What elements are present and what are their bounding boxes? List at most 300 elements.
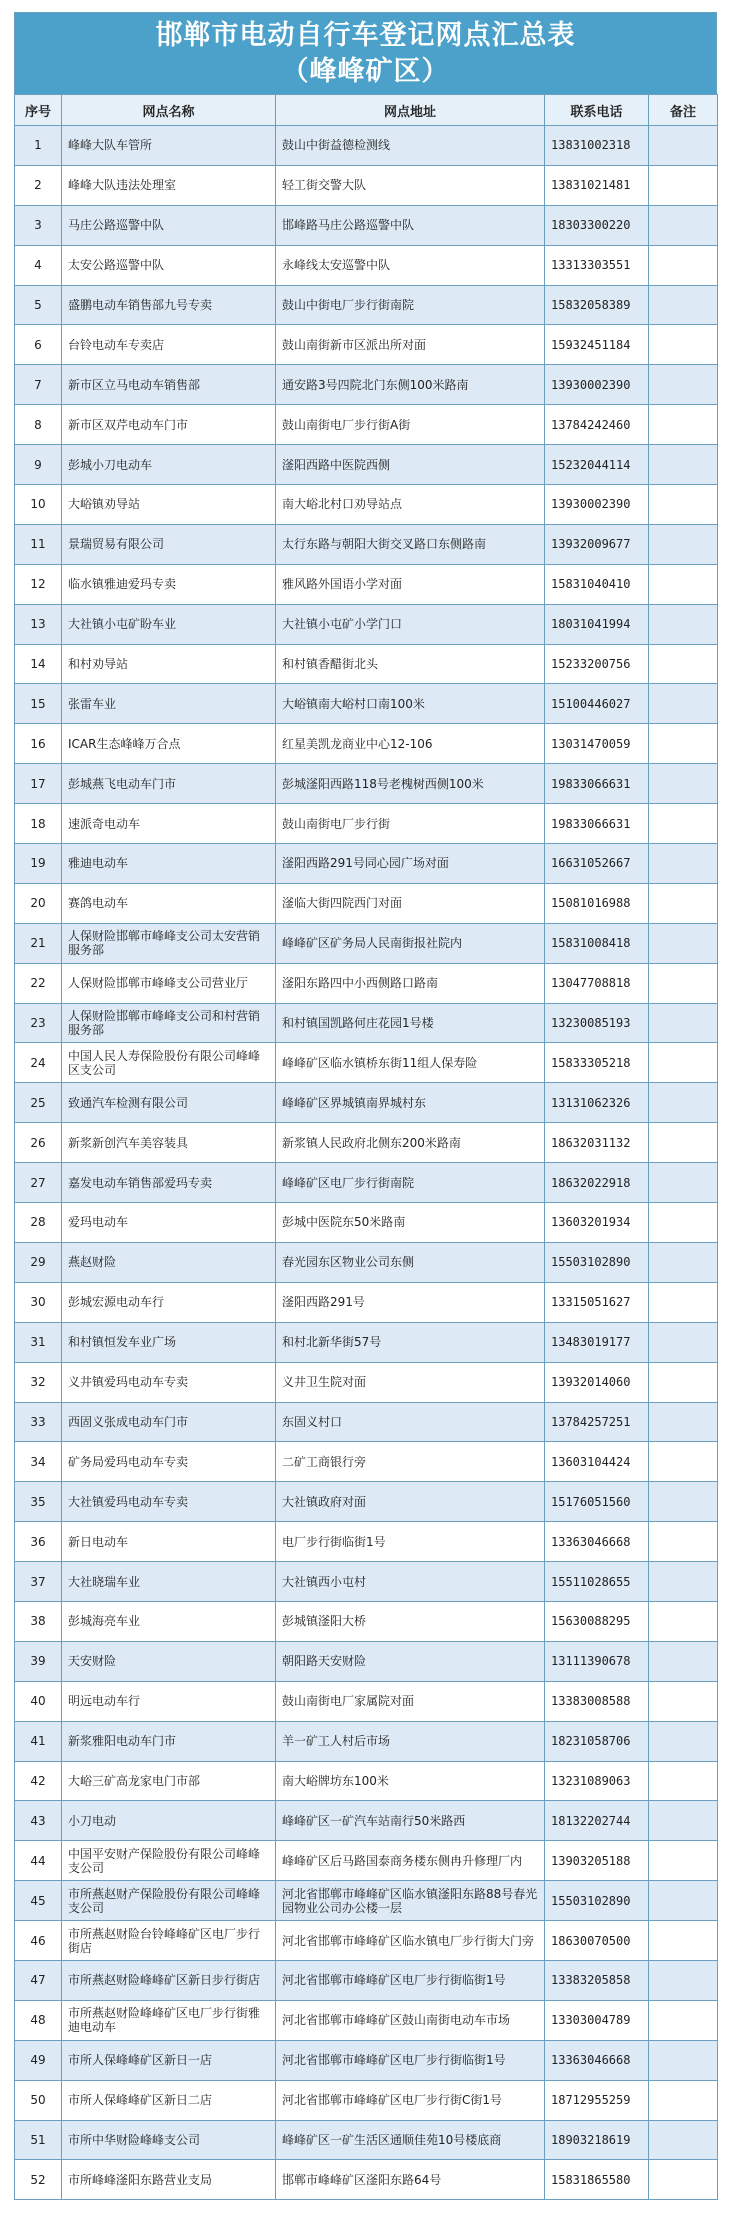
cell-number: 6 bbox=[15, 325, 62, 365]
cell-note bbox=[649, 1881, 718, 1921]
cell-number: 13 bbox=[15, 604, 62, 644]
table-row bbox=[15, 2160, 718, 2200]
cell-note bbox=[649, 245, 718, 285]
table-row bbox=[15, 1881, 718, 1921]
cell-number: 40 bbox=[15, 1681, 62, 1721]
cell-point-name: 嘉发电动车销售部爱玛专卖 bbox=[62, 1163, 276, 1203]
cell-phone: 13363046668 bbox=[545, 2040, 649, 2080]
table-row bbox=[15, 1083, 718, 1123]
table-row bbox=[15, 325, 718, 365]
cell-number: 25 bbox=[15, 1083, 62, 1123]
cell-address: 河北省邯郸市峰峰矿区鼓山南街电动车市场 bbox=[276, 2000, 545, 2040]
cell-address: 羊一矿工人村后市场 bbox=[276, 1721, 545, 1761]
cell-note bbox=[649, 1761, 718, 1801]
cell-note bbox=[649, 2120, 718, 2160]
cell-phone: 15831040410 bbox=[545, 564, 649, 604]
cell-phone: 15233200756 bbox=[545, 644, 649, 684]
cell-phone: 13111390678 bbox=[545, 1641, 649, 1681]
table-subtitle: （峰峰矿区） bbox=[281, 55, 450, 87]
cell-note bbox=[649, 1322, 718, 1362]
cell-point-name: 大峪镇劝导站 bbox=[62, 485, 276, 525]
cell-phone: 18632022918 bbox=[545, 1163, 649, 1203]
cell-address: 义井卫生院对面 bbox=[276, 1362, 545, 1402]
cell-number: 10 bbox=[15, 485, 62, 525]
cell-phone: 15232044114 bbox=[545, 445, 649, 485]
cell-point-name: 马庄公路巡警中队 bbox=[62, 205, 276, 245]
cell-address: 邯郸市峰峰矿区滏阳东路64号 bbox=[276, 2160, 545, 2200]
cell-note bbox=[649, 1282, 718, 1322]
cell-address: 滏阳西路291号同心园广场对面 bbox=[276, 844, 545, 884]
table-row bbox=[15, 1203, 718, 1243]
cell-point-name: 爱玛电动车 bbox=[62, 1203, 276, 1243]
cell-note bbox=[649, 1641, 718, 1681]
cell-address: 大峪镇南大峪村口南100米 bbox=[276, 684, 545, 724]
table-row bbox=[15, 365, 718, 405]
cell-phone: 15100446027 bbox=[545, 684, 649, 724]
cell-note bbox=[649, 1482, 718, 1522]
cell-point-name: 市所燕赵财险峰峰矿区新日步行街店 bbox=[62, 1960, 276, 2000]
table-row bbox=[15, 1003, 718, 1043]
cell-phone: 18031041994 bbox=[545, 604, 649, 644]
cell-phone: 15833305218 bbox=[545, 1043, 649, 1083]
cell-point-name: 燕赵财险 bbox=[62, 1242, 276, 1282]
cell-address: 滏阳西路291号 bbox=[276, 1282, 545, 1322]
table-row bbox=[15, 126, 718, 166]
cell-number: 38 bbox=[15, 1601, 62, 1641]
table-row bbox=[15, 644, 718, 684]
table-row bbox=[15, 1921, 718, 1961]
cell-address: 和村北新华街57号 bbox=[276, 1322, 545, 1362]
cell-point-name: 市所人保峰峰矿区新日二店 bbox=[62, 2080, 276, 2120]
cell-number: 20 bbox=[15, 883, 62, 923]
cell-point-name: 市所峰峰滏阳东路营业支局 bbox=[62, 2160, 276, 2200]
cell-address: 峰峰矿区矿务局人民南街报社院内 bbox=[276, 923, 545, 963]
cell-phone: 15831008418 bbox=[545, 923, 649, 963]
table-row bbox=[15, 1522, 718, 1562]
cell-note bbox=[649, 1721, 718, 1761]
table-row bbox=[15, 245, 718, 285]
cell-address: 滏临大街四院西门对面 bbox=[276, 883, 545, 923]
table-row bbox=[15, 1322, 718, 1362]
table-row bbox=[15, 1601, 718, 1641]
cell-point-name: 台铃电动车专卖店 bbox=[62, 325, 276, 365]
cell-point-name: 和村镇恒发车业广场 bbox=[62, 1322, 276, 1362]
cell-note bbox=[649, 1163, 718, 1203]
cell-note bbox=[649, 1442, 718, 1482]
cell-number: 4 bbox=[15, 245, 62, 285]
cell-address: 大社镇政府对面 bbox=[276, 1482, 545, 1522]
cell-note bbox=[649, 1203, 718, 1243]
cell-number: 31 bbox=[15, 1322, 62, 1362]
cell-address: 雅风路外国语小学对面 bbox=[276, 564, 545, 604]
cell-note bbox=[649, 883, 718, 923]
cell-point-name: 中国人民人寿保险股份有限公司峰峰区支公司 bbox=[62, 1043, 276, 1083]
cell-phone: 13383205858 bbox=[545, 1960, 649, 2000]
cell-point-name: 市所燕赵财险峰峰矿区电厂步行街雅迪电动车 bbox=[62, 2000, 276, 2040]
cell-point-name: 雅迪电动车 bbox=[62, 844, 276, 884]
cell-address: 红星美凯龙商业中心12-106 bbox=[276, 724, 545, 764]
cell-note bbox=[649, 2000, 718, 2040]
table-row bbox=[15, 564, 718, 604]
cell-number: 52 bbox=[15, 2160, 62, 2200]
table-row bbox=[15, 2120, 718, 2160]
cell-number: 49 bbox=[15, 2040, 62, 2080]
cell-point-name: 明远电动车行 bbox=[62, 1681, 276, 1721]
cell-number: 12 bbox=[15, 564, 62, 604]
cell-point-name: 景瑞贸易有限公司 bbox=[62, 524, 276, 564]
cell-point-name: 张雷车业 bbox=[62, 684, 276, 724]
cell-phone: 13131062326 bbox=[545, 1083, 649, 1123]
cell-address: 峰峰矿区后马路国泰商务楼东侧冉升修理厂内 bbox=[276, 1841, 545, 1881]
cell-note bbox=[649, 165, 718, 205]
cell-number: 15 bbox=[15, 684, 62, 724]
cell-phone: 15630088295 bbox=[545, 1601, 649, 1641]
cell-number: 41 bbox=[15, 1721, 62, 1761]
table-row bbox=[15, 684, 718, 724]
cell-point-name: 市所中华财险峰峰支公司 bbox=[62, 2120, 276, 2160]
cell-note bbox=[649, 1123, 718, 1163]
table-title-banner bbox=[14, 12, 717, 94]
column-header-phone: 联系电话 bbox=[545, 95, 649, 126]
cell-phone: 18632031132 bbox=[545, 1123, 649, 1163]
cell-address: 电厂步行街临街1号 bbox=[276, 1522, 545, 1562]
cell-address: 鼓山南街电厂家属院对面 bbox=[276, 1681, 545, 1721]
cell-phone: 13603104424 bbox=[545, 1442, 649, 1482]
table-row bbox=[15, 1721, 718, 1761]
cell-note bbox=[649, 1043, 718, 1083]
cell-address: 南大峪牌坊东100米 bbox=[276, 1761, 545, 1801]
table-row bbox=[15, 1641, 718, 1681]
cell-phone: 13483019177 bbox=[545, 1322, 649, 1362]
table-row bbox=[15, 1841, 718, 1881]
cell-address: 大社镇小屯矿小学门口 bbox=[276, 604, 545, 644]
cell-phone: 13784257251 bbox=[545, 1402, 649, 1442]
table-row bbox=[15, 844, 718, 884]
cell-address: 大社镇西小屯村 bbox=[276, 1562, 545, 1602]
cell-phone: 15831865580 bbox=[545, 2160, 649, 2200]
cell-point-name: 彭城燕飞电动车门市 bbox=[62, 764, 276, 804]
cell-number: 50 bbox=[15, 2080, 62, 2120]
cell-number: 19 bbox=[15, 844, 62, 884]
cell-note bbox=[649, 1242, 718, 1282]
cell-point-name: 赛鸽电动车 bbox=[62, 883, 276, 923]
table-row bbox=[15, 1761, 718, 1801]
cell-point-name: 市所燕赵财产保险股份有限公司峰峰支公司 bbox=[62, 1881, 276, 1921]
cell-note bbox=[649, 1522, 718, 1562]
cell-number: 3 bbox=[15, 205, 62, 245]
cell-note bbox=[649, 724, 718, 764]
cell-note bbox=[649, 604, 718, 644]
cell-point-name: 新日电动车 bbox=[62, 1522, 276, 1562]
cell-number: 1 bbox=[15, 126, 62, 166]
cell-note bbox=[649, 1681, 718, 1721]
table-row bbox=[15, 1242, 718, 1282]
table-row bbox=[15, 1442, 718, 1482]
cell-phone: 15503102890 bbox=[545, 1881, 649, 1921]
cell-note bbox=[649, 325, 718, 365]
cell-phone: 13303004789 bbox=[545, 2000, 649, 2040]
cell-note bbox=[649, 564, 718, 604]
cell-number: 33 bbox=[15, 1402, 62, 1442]
cell-note bbox=[649, 285, 718, 325]
cell-phone: 13313303551 bbox=[545, 245, 649, 285]
cell-phone: 13383008588 bbox=[545, 1681, 649, 1721]
cell-number: 8 bbox=[15, 405, 62, 445]
cell-phone: 13603201934 bbox=[545, 1203, 649, 1243]
cell-phone: 13230085193 bbox=[545, 1003, 649, 1043]
cell-point-name: 盛鹏电动车销售部九号专卖 bbox=[62, 285, 276, 325]
cell-number: 14 bbox=[15, 644, 62, 684]
cell-phone: 16631052667 bbox=[545, 844, 649, 884]
table-row bbox=[15, 1123, 718, 1163]
cell-address: 通安路3号四院北门东侧100米路南 bbox=[276, 365, 545, 405]
table-row bbox=[15, 1402, 718, 1442]
column-header-address: 网点地址 bbox=[276, 95, 545, 126]
cell-phone: 13903205188 bbox=[545, 1841, 649, 1881]
cell-number: 36 bbox=[15, 1522, 62, 1562]
cell-number: 16 bbox=[15, 724, 62, 764]
cell-phone: 18303300220 bbox=[545, 205, 649, 245]
cell-address: 太行东路与朝阳大街交叉路口东侧路南 bbox=[276, 524, 545, 564]
table-row bbox=[15, 1043, 718, 1083]
table-row bbox=[15, 1960, 718, 2000]
cell-number: 37 bbox=[15, 1562, 62, 1602]
cell-number: 2 bbox=[15, 165, 62, 205]
cell-note bbox=[649, 804, 718, 844]
table-row bbox=[15, 963, 718, 1003]
cell-number: 45 bbox=[15, 1881, 62, 1921]
cell-address: 鼓山中街益德检测线 bbox=[276, 126, 545, 166]
cell-phone: 15503102890 bbox=[545, 1242, 649, 1282]
cell-number: 28 bbox=[15, 1203, 62, 1243]
cell-phone: 13231089063 bbox=[545, 1761, 649, 1801]
cell-point-name: 新市区双芹电动车门市 bbox=[62, 405, 276, 445]
table-row bbox=[15, 285, 718, 325]
cell-point-name: 致通汽车检测有限公司 bbox=[62, 1083, 276, 1123]
cell-address: 新浆镇人民政府北侧东200米路南 bbox=[276, 1123, 545, 1163]
cell-number: 30 bbox=[15, 1282, 62, 1322]
cell-point-name: 大社镇爱玛电动车专卖 bbox=[62, 1482, 276, 1522]
cell-number: 7 bbox=[15, 365, 62, 405]
cell-note bbox=[649, 1601, 718, 1641]
cell-point-name: 大峪三矿高龙家电门市部 bbox=[62, 1761, 276, 1801]
cell-address: 鼓山南街电厂步行街 bbox=[276, 804, 545, 844]
cell-point-name: ICAR生态峰峰万合点 bbox=[62, 724, 276, 764]
cell-number: 18 bbox=[15, 804, 62, 844]
cell-note bbox=[649, 644, 718, 684]
table-row bbox=[15, 1681, 718, 1721]
cell-phone: 15511028655 bbox=[545, 1562, 649, 1602]
cell-note bbox=[649, 365, 718, 405]
cell-number: 9 bbox=[15, 445, 62, 485]
cell-phone: 13363046668 bbox=[545, 1522, 649, 1562]
cell-number: 51 bbox=[15, 2120, 62, 2160]
cell-address: 邯峰路马庄公路巡警中队 bbox=[276, 205, 545, 245]
cell-number: 21 bbox=[15, 923, 62, 963]
cell-point-name: 人保财险邯郸市峰峰支公司太安营销服务部 bbox=[62, 923, 276, 963]
table-row bbox=[15, 2000, 718, 2040]
cell-note bbox=[649, 1841, 718, 1881]
cell-address: 彭城滏阳西路118号老槐树西侧100米 bbox=[276, 764, 545, 804]
cell-address: 永峰线太安巡警中队 bbox=[276, 245, 545, 285]
cell-note bbox=[649, 1003, 718, 1043]
table-row bbox=[15, 524, 718, 564]
cell-note bbox=[649, 2160, 718, 2200]
cell-address: 河北省邯郸市峰峰矿区电厂步行街临街1号 bbox=[276, 1960, 545, 2000]
cell-address: 河北省邯郸市峰峰矿区临水镇滏阳东路88号春光园物业公司办公楼一层 bbox=[276, 1881, 545, 1921]
cell-number: 43 bbox=[15, 1801, 62, 1841]
cell-address: 河北省邯郸市峰峰矿区电厂步行街C街1号 bbox=[276, 2080, 545, 2120]
cell-phone: 13932009677 bbox=[545, 524, 649, 564]
cell-address: 峰峰矿区临水镇桥东街11组人保寿险 bbox=[276, 1043, 545, 1083]
cell-number: 26 bbox=[15, 1123, 62, 1163]
cell-number: 32 bbox=[15, 1362, 62, 1402]
cell-address: 和村镇香醋街北头 bbox=[276, 644, 545, 684]
cell-phone: 13930002390 bbox=[545, 365, 649, 405]
table-row bbox=[15, 2040, 718, 2080]
cell-note bbox=[649, 1083, 718, 1123]
cell-point-name: 太安公路巡警中队 bbox=[62, 245, 276, 285]
cell-note bbox=[649, 764, 718, 804]
table-row bbox=[15, 883, 718, 923]
cell-note bbox=[649, 205, 718, 245]
cell-phone: 15832058389 bbox=[545, 285, 649, 325]
cell-note bbox=[649, 1402, 718, 1442]
cell-number: 11 bbox=[15, 524, 62, 564]
cell-number: 48 bbox=[15, 2000, 62, 2040]
cell-point-name: 市所燕赵财险台铃峰峰矿区电厂步行街店 bbox=[62, 1921, 276, 1961]
cell-note bbox=[649, 844, 718, 884]
cell-point-name: 新市区立马电动车销售部 bbox=[62, 365, 276, 405]
table-header-row bbox=[15, 95, 718, 126]
table-row bbox=[15, 1482, 718, 1522]
cell-point-name: 天安财险 bbox=[62, 1641, 276, 1681]
cell-number: 24 bbox=[15, 1043, 62, 1083]
cell-number: 46 bbox=[15, 1921, 62, 1961]
cell-address: 鼓山中街电厂步行街南院 bbox=[276, 285, 545, 325]
table-row bbox=[15, 205, 718, 245]
cell-address: 朝阳路天安财险 bbox=[276, 1641, 545, 1681]
cell-phone: 18132202744 bbox=[545, 1801, 649, 1841]
table-row bbox=[15, 1801, 718, 1841]
cell-point-name: 彭城宏源电动车行 bbox=[62, 1282, 276, 1322]
table-row bbox=[15, 724, 718, 764]
table-row bbox=[15, 1282, 718, 1322]
cell-address: 二矿工商银行旁 bbox=[276, 1442, 545, 1482]
cell-number: 22 bbox=[15, 963, 62, 1003]
cell-point-name: 峰峰大队车管所 bbox=[62, 126, 276, 166]
cell-point-name: 速派奇电动车 bbox=[62, 804, 276, 844]
cell-note bbox=[649, 524, 718, 564]
cell-point-name: 彭城海亮车业 bbox=[62, 1601, 276, 1641]
cell-address: 彭城中医院东50米路南 bbox=[276, 1203, 545, 1243]
cell-phone: 15176051560 bbox=[545, 1482, 649, 1522]
cell-phone: 18903218619 bbox=[545, 2120, 649, 2160]
cell-note bbox=[649, 2040, 718, 2080]
cell-point-name: 中国平安财产保险股份有限公司峰峰支公司 bbox=[62, 1841, 276, 1881]
cell-phone: 18712955259 bbox=[545, 2080, 649, 2120]
cell-point-name: 矿务局爱玛电动车专卖 bbox=[62, 1442, 276, 1482]
cell-number: 35 bbox=[15, 1482, 62, 1522]
cell-address: 彭城镇滏阳大桥 bbox=[276, 1601, 545, 1641]
cell-address: 滏阳西路中医院西侧 bbox=[276, 445, 545, 485]
cell-number: 47 bbox=[15, 1960, 62, 2000]
table-row bbox=[15, 923, 718, 963]
cell-note bbox=[649, 405, 718, 445]
cell-point-name: 临水镇雅迪爱玛专卖 bbox=[62, 564, 276, 604]
cell-address: 峰峰矿区一矿汽车站南行50米路西 bbox=[276, 1801, 545, 1841]
cell-address: 春光园东区物业公司东侧 bbox=[276, 1242, 545, 1282]
table-row bbox=[15, 1562, 718, 1602]
table-body bbox=[15, 126, 718, 2200]
cell-address: 鼓山南街新市区派出所对面 bbox=[276, 325, 545, 365]
cell-address: 河北省邯郸市峰峰矿区临水镇电厂步行街大门旁 bbox=[276, 1921, 545, 1961]
cell-address: 峰峰矿区界城镇南界城村东 bbox=[276, 1083, 545, 1123]
cell-number: 27 bbox=[15, 1163, 62, 1203]
cell-note bbox=[649, 2080, 718, 2120]
cell-number: 17 bbox=[15, 764, 62, 804]
table-row bbox=[15, 1362, 718, 1402]
cell-phone: 13831021481 bbox=[545, 165, 649, 205]
cell-address: 东固义村口 bbox=[276, 1402, 545, 1442]
table-row bbox=[15, 445, 718, 485]
cell-number: 42 bbox=[15, 1761, 62, 1801]
cell-address: 鼓山南街电厂步行街A街 bbox=[276, 405, 545, 445]
cell-number: 34 bbox=[15, 1442, 62, 1482]
cell-point-name: 彭城小刀电动车 bbox=[62, 445, 276, 485]
table-row bbox=[15, 764, 718, 804]
cell-address: 河北省邯郸市峰峰矿区电厂步行街临街1号 bbox=[276, 2040, 545, 2080]
cell-point-name: 大社晓瑞车业 bbox=[62, 1562, 276, 1602]
cell-phone: 13315051627 bbox=[545, 1282, 649, 1322]
table-row bbox=[15, 804, 718, 844]
cell-point-name: 峰峰大队违法处理室 bbox=[62, 165, 276, 205]
cell-note bbox=[649, 1362, 718, 1402]
cell-point-name: 和村劝导站 bbox=[62, 644, 276, 684]
cell-note bbox=[649, 1921, 718, 1961]
registration-points-table bbox=[14, 94, 718, 2200]
cell-phone: 15081016988 bbox=[545, 883, 649, 923]
cell-phone: 13831002318 bbox=[545, 126, 649, 166]
cell-point-name: 新浆新创汽车美容装具 bbox=[62, 1123, 276, 1163]
cell-phone: 19833066631 bbox=[545, 764, 649, 804]
cell-address: 峰峰矿区一矿生活区通顺佳苑10号楼底商 bbox=[276, 2120, 545, 2160]
cell-address: 滏阳东路四中小西侧路口路南 bbox=[276, 963, 545, 1003]
cell-number: 29 bbox=[15, 1242, 62, 1282]
cell-note bbox=[649, 684, 718, 724]
cell-phone: 13031470059 bbox=[545, 724, 649, 764]
cell-phone: 13930002390 bbox=[545, 485, 649, 525]
cell-phone: 18630070500 bbox=[545, 1921, 649, 1961]
cell-note bbox=[649, 1960, 718, 2000]
cell-address: 南大峪北村口劝导站点 bbox=[276, 485, 545, 525]
cell-phone: 13932014060 bbox=[545, 1362, 649, 1402]
cell-address: 和村镇国凯路何庄花园1号楼 bbox=[276, 1003, 545, 1043]
cell-phone: 18231058706 bbox=[545, 1721, 649, 1761]
cell-point-name: 人保财险邯郸市峰峰支公司营业厅 bbox=[62, 963, 276, 1003]
column-header-number: 序号 bbox=[15, 95, 62, 126]
table-row bbox=[15, 405, 718, 445]
cell-note bbox=[649, 923, 718, 963]
cell-point-name: 西固义张成电动车门市 bbox=[62, 1402, 276, 1442]
cell-point-name: 新浆雅阳电动车门市 bbox=[62, 1721, 276, 1761]
cell-point-name: 大社镇小屯矿盼车业 bbox=[62, 604, 276, 644]
table-title: 邯郸市电动自行车登记网点汇总表 bbox=[155, 19, 576, 51]
cell-note bbox=[649, 485, 718, 525]
cell-address: 轻工街交警大队 bbox=[276, 165, 545, 205]
cell-note bbox=[649, 963, 718, 1003]
cell-phone: 15932451184 bbox=[545, 325, 649, 365]
